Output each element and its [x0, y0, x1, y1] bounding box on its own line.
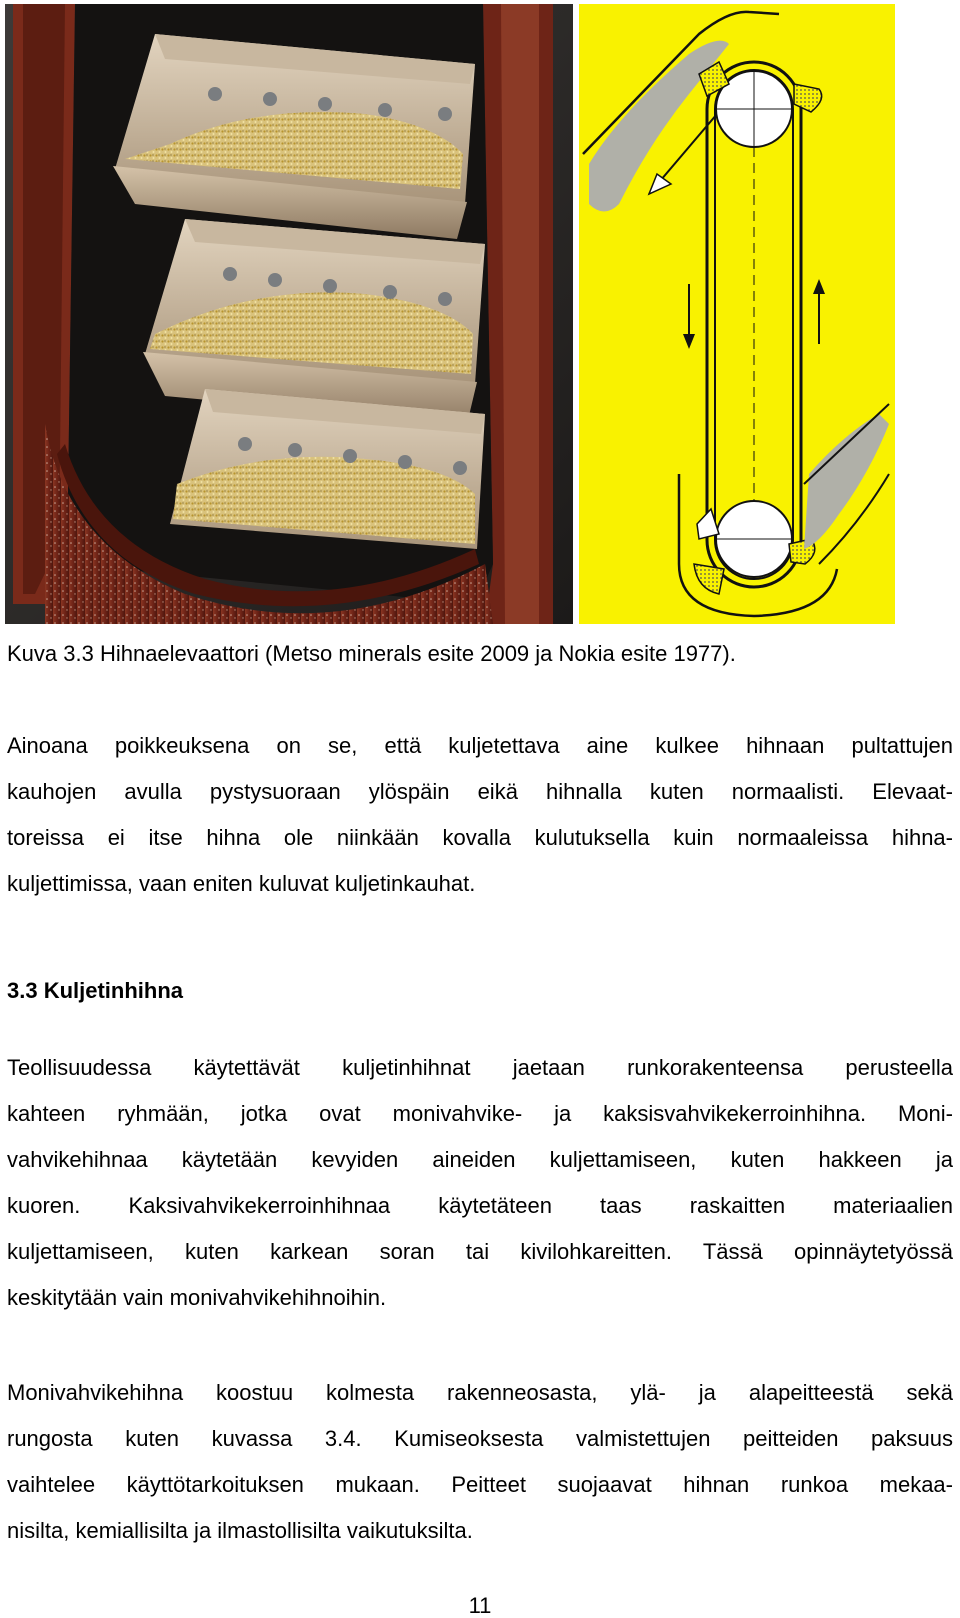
paragraph-3-line: nisilta, kemiallisilta ja ilmastollisilta vaikutuksilta.: [7, 1518, 473, 1543]
paragraph-2-line: kuljettamiseen, kuten karkean soran tai kivilohkareitten. Tässä opinnäytetyössä: [7, 1239, 953, 1264]
section-heading: 3.3 Kuljetinhihna: [7, 978, 184, 1003]
paragraph-1-line: Ainoana poikkeuksena on se, että kuljetettava aine kulkee hihnaan pultattujen: [7, 733, 953, 758]
paragraph-1-line: toreissa ei itse hihna ole niinkään kovalla kulutuksella kuin normaaleissa hihna-: [7, 825, 953, 850]
paragraph-2-line: vahvikehihnaa käytetään kevyiden aineiden kuljettamiseen, kuten hakkeen ja: [7, 1147, 953, 1172]
paragraph-2-line: kahteen ryhmään, jotka ovat monivahvike- ja kaksisvahvikekerroinhihna. Moni-: [7, 1101, 953, 1126]
paragraph-1: [7, 723, 953, 907]
figure-caption: Kuva 3.3 Hihnaelevaattori (Metso minerals esite 2009 ja Nokia esite 1977).: [7, 641, 736, 666]
paragraph-2: [7, 1045, 953, 1321]
bucket-elevator-photo: [5, 4, 573, 624]
paragraph-2-line: kuoren. Kaksivahvikekerroinhihnaa käytetäteen taas raskaitten materiaalien: [7, 1193, 953, 1218]
page-number: 11: [468, 1593, 492, 1618]
figure: [5, 4, 895, 624]
bucket-middle: [143, 219, 485, 424]
paragraph-3-line: Monivahvikehihna koostuu kolmesta rakenneosasta, ylä- ja alapeitteestä sekä: [7, 1380, 953, 1405]
belt-elevator-diagram: [579, 4, 895, 624]
paragraph-3-line: vaihtelee käyttötarkoituksen mukaan. Peitteet suojaavat hihnan runkoa mekaa-: [7, 1472, 953, 1497]
paragraph-1-line: kauhojen avulla pystysuoraan ylöspäin eikä hihnalla kuten normaalisti. Elevaat-: [7, 779, 953, 804]
paragraph-2-line: keskitytään vain monivahvikehihnoihin.: [7, 1285, 387, 1310]
paragraph-2-line: Teollisuudessa käytettävät kuljetinhihnat jaetaan runkorakenteensa perusteella: [7, 1055, 953, 1080]
bucket-bottom: [170, 389, 485, 549]
belt-elevator-diagram-drawing: [579, 4, 895, 624]
paragraph-1-line: kuljettimissa, vaan eniten kuluvat kuljetinkauhat.: [7, 871, 476, 896]
paragraph-3-line: rungosta kuten kuvassa 3.4. Kumiseoksesta valmistettujen peitteiden paksuus: [7, 1426, 953, 1451]
bucket-elevator-photo-drawing: [5, 4, 573, 624]
paragraph-3: [7, 1370, 953, 1554]
